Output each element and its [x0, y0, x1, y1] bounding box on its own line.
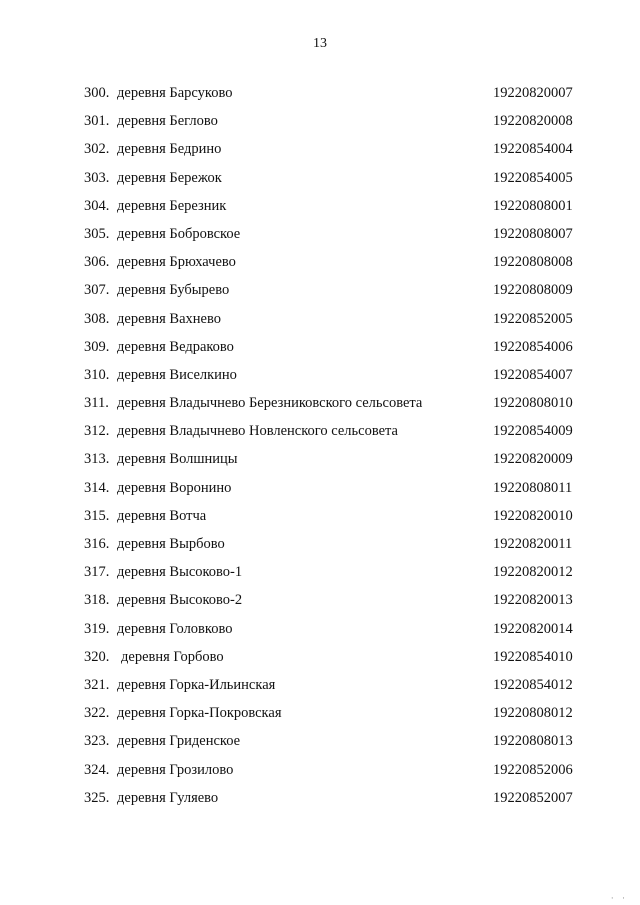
- entry-list: [0, 82, 640, 815]
- scan-artifact: · ·: [610, 893, 628, 903]
- entry-number: 316.: [84, 536, 110, 552]
- entry-number: 306.: [84, 254, 110, 271]
- entry-name: деревня Березник: [117, 197, 227, 214]
- entry-name: деревня Виселкино: [117, 366, 237, 383]
- list-item: [0, 561, 640, 589]
- list-item: [0, 110, 640, 138]
- list-item: [0, 138, 640, 166]
- list-item: [0, 618, 640, 646]
- entry-code: 19220854004: [493, 141, 573, 158]
- entry-code: 19220808001: [493, 197, 573, 214]
- entry-number: 325.: [84, 789, 110, 806]
- list-item: [0, 308, 640, 336]
- entry-code: 19220808009: [493, 282, 573, 299]
- entry-name: деревня Вахнево: [117, 310, 221, 327]
- entry-number: 319.: [84, 620, 110, 637]
- entry-code: 19220854007: [493, 366, 573, 383]
- entry-number: 308.: [84, 310, 110, 327]
- entry-code: 19220820013: [493, 592, 573, 609]
- entry-name: деревня Брюхачево: [117, 254, 236, 271]
- entry-number: 314.: [84, 479, 110, 496]
- list-item: [0, 787, 640, 815]
- entry-name: деревня Беглово: [117, 113, 218, 130]
- list-item: [0, 477, 640, 505]
- entry-number: 313.: [84, 451, 110, 468]
- entry-code: 19220820009: [493, 451, 573, 468]
- list-item: [0, 589, 640, 617]
- entry-name: деревня Воронино: [117, 479, 232, 496]
- entry-name: деревня Волшницы: [117, 451, 238, 468]
- entry-number: 301.: [84, 113, 110, 130]
- entry-code: 19220852005: [493, 310, 573, 327]
- entry-number: 317.: [84, 564, 110, 581]
- list-item: [0, 646, 640, 674]
- list-item: [0, 279, 640, 307]
- entry-code: 19220820011: [493, 536, 573, 552]
- entry-number: 303.: [84, 169, 110, 186]
- entry-code: 19220854009: [493, 423, 573, 440]
- entry-code: 19220820008: [493, 113, 573, 130]
- list-item: [0, 364, 640, 392]
- entry-number: 304.: [84, 197, 110, 214]
- entry-code: 19220852007: [493, 789, 573, 806]
- entry-number: 315.: [84, 507, 110, 524]
- entry-code: 19220808012: [493, 705, 573, 722]
- entry-code: 19220808008: [493, 254, 573, 271]
- entry-number: 324.: [84, 761, 110, 778]
- entry-code: 19220820007: [493, 85, 573, 101]
- entry-number: 307.: [84, 282, 110, 299]
- entry-code: 19220854005: [493, 169, 573, 186]
- entry-name: деревня Бубырево: [117, 282, 230, 299]
- list-item: [0, 392, 640, 420]
- entry-code: 19220854006: [493, 338, 573, 355]
- entry-name: деревня Бедрино: [117, 141, 222, 158]
- entry-code: 19220808011: [493, 479, 573, 496]
- entry-name: деревня Высоково-2: [117, 592, 243, 609]
- list-item: [0, 702, 640, 730]
- list-item: [0, 336, 640, 364]
- entry-name: деревня Владычнево Березниковского сельсовета: [117, 395, 423, 412]
- list-item: [0, 420, 640, 448]
- entry-number: 318.: [84, 592, 110, 609]
- list-item: [0, 674, 640, 702]
- list-item: [0, 82, 640, 110]
- entry-name: деревня Барсуково: [117, 85, 233, 101]
- entry-number: 312.: [84, 423, 110, 440]
- entry-number: 320.: [84, 648, 110, 665]
- entry-name: деревня Головково: [117, 620, 233, 637]
- entry-number: 321.: [84, 676, 110, 693]
- entry-number: 300.: [84, 85, 110, 101]
- entry-name: деревня Владычнево Новленского сельсовета: [117, 423, 398, 440]
- entry-name: деревня Ведраково: [117, 338, 234, 355]
- entry-name: деревня Горка-Покровская: [117, 705, 282, 722]
- entry-code: 19220808007: [493, 225, 573, 242]
- entry-code: 19220808013: [493, 733, 573, 750]
- list-item: [0, 759, 640, 787]
- entry-number: 322.: [84, 705, 110, 722]
- entry-code: 19220852006: [493, 761, 573, 778]
- entry-name: деревня Вотча: [117, 507, 207, 524]
- entry-number: 302.: [84, 141, 110, 158]
- entry-code: 19220854010: [493, 648, 573, 665]
- entry-number: 309.: [84, 338, 110, 355]
- list-item: [0, 505, 640, 533]
- list-item: [0, 251, 640, 279]
- entry-name: деревня Грозилово: [117, 761, 234, 778]
- entry-code: 19220820012: [493, 564, 573, 581]
- entry-number: 311.: [84, 395, 109, 412]
- entry-code: 19220820014: [493, 620, 573, 637]
- entry-name: деревня Высоково-1: [117, 564, 243, 581]
- list-item: [0, 448, 640, 476]
- entry-number: 310.: [84, 366, 110, 383]
- entry-code: 19220854012: [493, 676, 573, 693]
- entry-name: деревня Горбово: [121, 648, 224, 665]
- entry-number: 323.: [84, 733, 110, 750]
- entry-name: деревня Горка-Ильинская: [117, 676, 276, 693]
- page-number: 13: [313, 36, 327, 51]
- list-item: [0, 730, 640, 758]
- entry-number: 305.: [84, 225, 110, 242]
- entry-code: 19220808010: [493, 395, 573, 412]
- list-item: [0, 195, 640, 223]
- entry-name: деревня Гуляево: [117, 789, 219, 806]
- entry-name: деревня Бережок: [117, 169, 222, 186]
- list-item: [0, 167, 640, 195]
- entry-name: деревня Бобровское: [117, 225, 241, 242]
- entry-name: деревня Гриденское: [117, 733, 241, 750]
- list-item: [0, 223, 640, 251]
- entry-code: 19220820010: [493, 507, 573, 524]
- entry-name: деревня Вырбово: [117, 536, 225, 552]
- list-item: [0, 533, 640, 561]
